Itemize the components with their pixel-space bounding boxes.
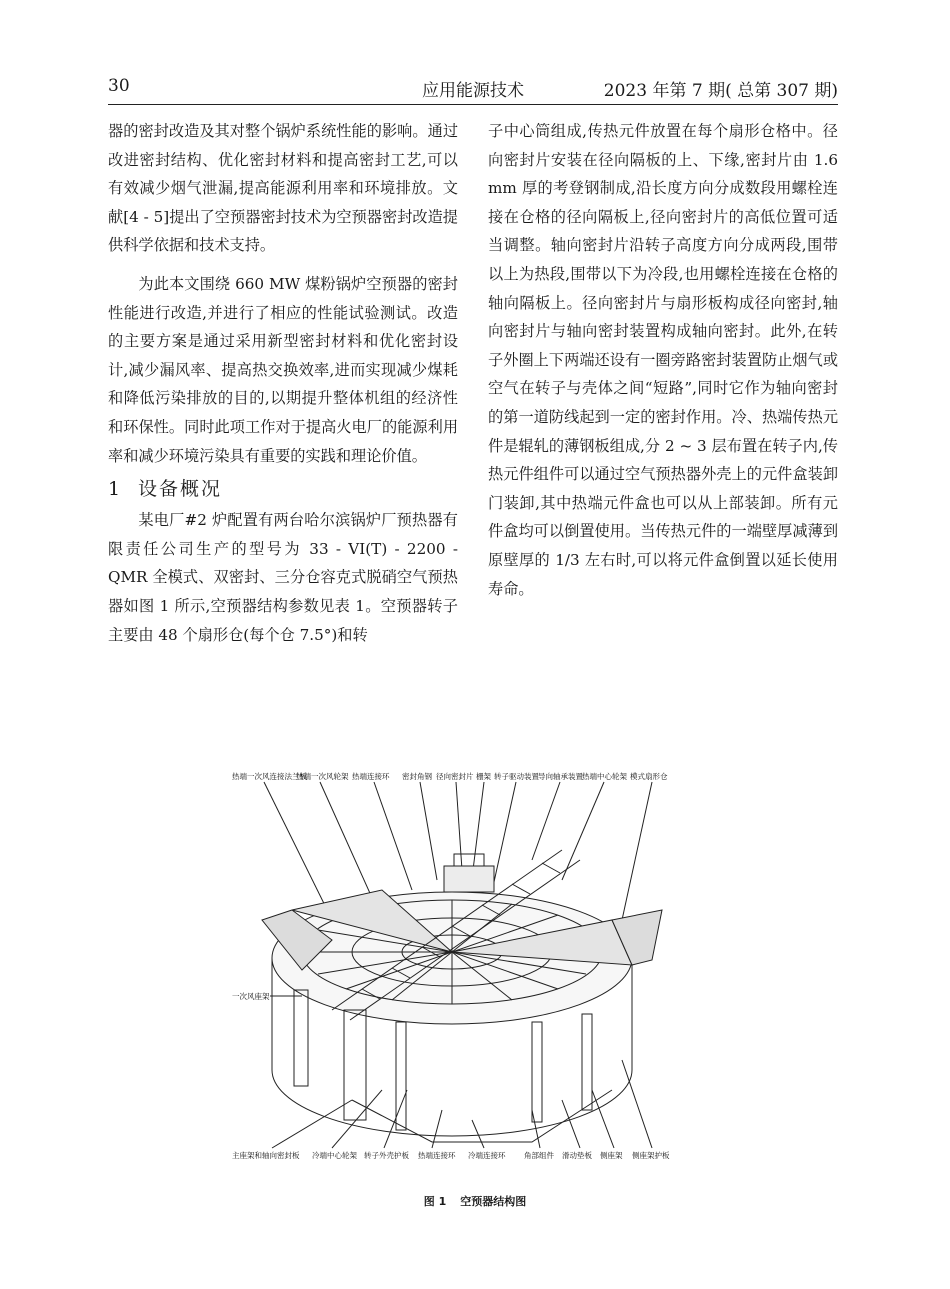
figure-label-top-7: 转子驱动装置 xyxy=(494,772,539,781)
running-header xyxy=(108,76,838,104)
left-paragraph-2: 为此本文围绕 660 MW 煤粉锅炉空预器的密封性能进行改造,并进行了相应的性能试验测试。改造的主要方案是通过采用新型密封材料和优化密封设计,减少漏风率、提高热交换效率,进而实现减少煤耗和降低污染排放的目的,以期提升整体机组的经济性和环保性。同时此项工作对于提高火电厂的能源利用率和减少环境污染具有重要的实践和理论价值。 xyxy=(108,274,458,465)
figure-label-bottom-1: 主座架和轴向密封板 xyxy=(232,1151,300,1160)
right-column xyxy=(488,117,838,603)
right-paragraph-1: 子中心筒组成,传热元件放置在每个扇形仓格中。径向密封片安装在径向隔板的上、下缘,密封片由 1.6 mm 厚的考登钢制成,沿长度方向分成数段用螺栓连接在仓格的径向隔板上,径向密封片的高低位置可适当调整。轴向密封片沿转子高度方向分成两段,围带以上为热段,围带以下为冷段,也用螺栓连接在仓格的轴向隔板上。径向密封片与扇形板构成径向密封,轴向密封片与轴向密封装置构成轴向密封。此外,在转子外圈上下两端还设有一圈旁路密封装置防止烟气或空气在转子与壳体之间“短路”,同时它作为轴向密封的第一道防线起到一定的密封作用。冷、热端传热元件是辊轧的薄钢板组成,分 2 ~ 3 层布置在转子内,传热元件组件可以通过空气预热器外壳上的元件盒装卸门装卸,其中热端元件盒也可以从上部装卸。所有元件盒均可以倒置使用。当传热元件的一端壁厚减薄到原壁厚的 1/3 左右时,可以将元件盒倒置以延长使用寿命。 xyxy=(488,122,838,598)
figure-air-preheater xyxy=(232,770,672,1162)
journal-title: 应用能源技术 xyxy=(422,81,524,101)
left-paragraph-3: 某电厂#2 炉配置有两台哈尔滨锅炉厂预热器有限责任公司生产的型号为 33 - VI(T) - 2200 - QMR 全模式、双密封、三分仓容克式脱硝空气预热器如图 1 所示,空预器结构参数见表 1。空预器转子主要由 48 个扇形仓(每个仓 7.5°)和转 xyxy=(108,511,458,644)
figure-label-bottom-6: 角部组件 xyxy=(524,1151,554,1160)
figure-label-bottom-3: 转子外壳护板 xyxy=(364,1151,409,1160)
figure-label-bottom-9: 侧座架护板 xyxy=(632,1151,670,1160)
figure-label-top-2: 热端一次风轮架 xyxy=(296,772,349,781)
figure-bottom-labels xyxy=(232,1150,670,1160)
left-paragraph-1: 器的密封改造及其对整个锅炉系统性能的影响。通过改进密封结构、优化密封材料和提高密封工艺,可以有效减少烟气泄漏,提高能源利用率和环境排放。文献[4 - 5]提出了空预器密封技术为空预器密封改造提供科学依据和技术支持。 xyxy=(108,122,458,255)
figure-label-top-9: 热端中心轮架 xyxy=(582,772,627,781)
figure-label-top-8: 导向轴承装置 xyxy=(538,772,583,781)
figure-label-bottom-8: 侧座架 xyxy=(600,1151,623,1160)
caption-text: 空预器结构图 xyxy=(460,1195,527,1208)
section-number: 1 xyxy=(108,478,123,501)
issue-info: 2023 年第 7 期( 总第 307 期) xyxy=(603,81,838,101)
figure-label-bottom-5: 冷端连接环 xyxy=(468,1151,506,1160)
figure-label-top-1: 热端一次风连接法兰板 xyxy=(232,772,307,781)
left-column xyxy=(108,117,458,649)
figure-label-top-10: 模式扇形仓 xyxy=(630,772,668,781)
header-rule xyxy=(108,104,838,105)
figure-label-top-5: 径向密封片 xyxy=(436,772,474,781)
caption-number: 图 1 xyxy=(423,1195,447,1208)
figure-label-left: 一次风座架 xyxy=(232,992,270,1001)
figure-label-top-4: 密封角钢 xyxy=(402,772,432,781)
section-title: 设备概况 xyxy=(138,478,223,501)
figure-label-bottom-4: 热端连接环 xyxy=(418,1151,456,1160)
figure-label-top-6: 栅架 xyxy=(476,772,491,781)
figure-caption xyxy=(0,1193,950,1209)
page-number: 30 xyxy=(108,76,130,96)
figure-label-top-3: 热端连接环 xyxy=(352,772,390,781)
figure-label-bottom-7: 滑动垫板 xyxy=(562,1151,592,1160)
figure-top-labels xyxy=(232,771,668,781)
figure-label-bottom-2: 冷端中心轮架 xyxy=(312,1151,357,1160)
air-preheater-structure-diagram xyxy=(232,770,672,1162)
section-heading xyxy=(108,474,458,504)
